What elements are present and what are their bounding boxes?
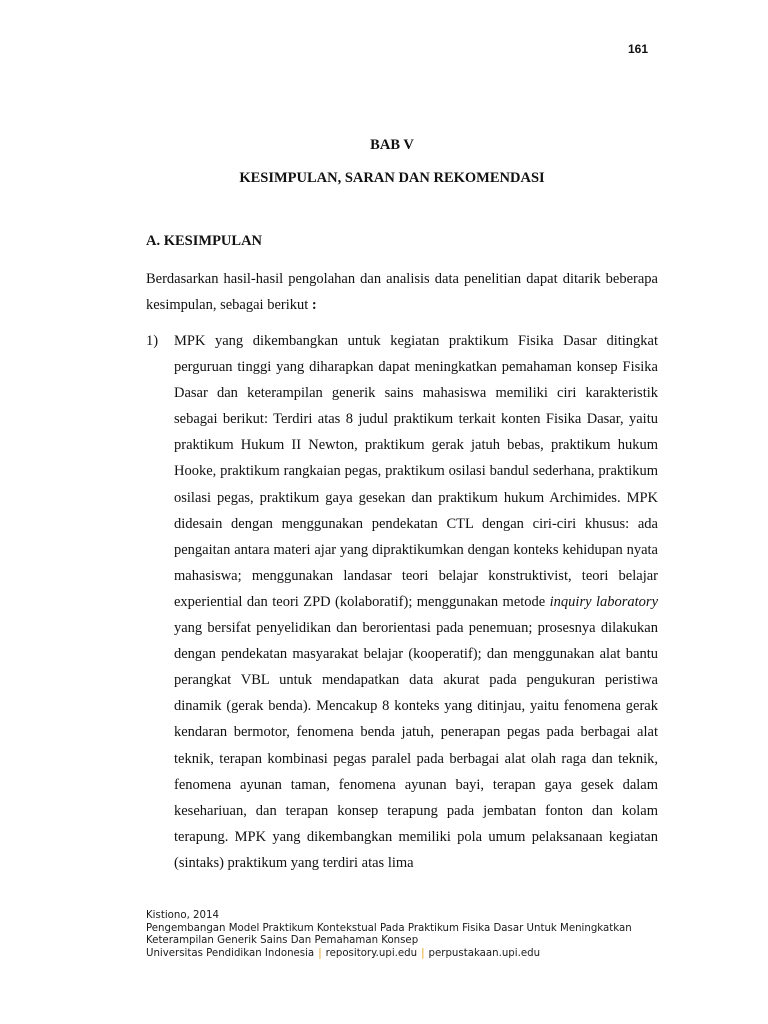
list-item-number: 1) [146,333,159,349]
list-item [146,328,658,876]
footer-institution: Universitas Pendidikan Indonesia [146,947,315,959]
intro-colon: : [308,297,317,314]
footer-links [146,948,746,961]
footer-title-line2: Keterampilan Generik Sains Dan Pemahaman Konsep [146,935,419,946]
chapter-title: KESIMPULAN, SARAN DAN REKOMENDASI [239,170,545,186]
list-text-part-a: MPK yang dikembangkan untuk kegiatan praktikum Fisika Dasar ditingkat perguruan tinggi yang diharapkan dapat meningkatkan pemahaman konsep Fisika Dasar dan keterampilan generik sains mahasiswa memiliki ciri karakteristik sebagai berikut: Terdiri atas 8 judul praktikum terkait konten Fisika Dasar, yaitu praktikum Hukum II Newton, praktikum gerak jatuh bebas, praktikum hukum Hooke, praktikum rangkaian pegas, praktikum osilasi bandul sederhana, praktikum osilasi pegas, praktikum gaya gesekan dan praktikum hukum Archimides. MPK didesain dengan menggunakan pendekatan CTL dengan ciri-ciri khusus: ada pengaitan antara materi ajar yang dipraktikumkan dengan konteks kehidupan nyata mahasiswa; menggunakan landasar teori belajar konstruktivist, teori belajar experiential dan teori ZPD (kolaboratif); menggunakan metode [174,333,658,610]
emphasis-inquiry-laboratory: inquiry laboratory [549,593,658,610]
page-number: 161 [628,42,649,56]
intro-text: Berdasarkan hasil-hasil pengolahan dan analisis data penelitian dapat ditarik beberapa kesimpulan, sebagai berikut [146,271,658,314]
footer-author: Kistiono, 2014 [146,910,219,921]
page-footer [146,910,746,960]
chapter-number: BAB V [370,137,414,153]
footer-repository-link[interactable]: repository.upi.edu [325,947,418,959]
list-item-text [174,328,658,876]
list-text-part-b: yang bersifat penyelidikan dan berorientasi pada penemuan; prosesnya dilakukan dengan pendekatan masyarakat belajar (kooperatif); dan menggunakan alat bantu perangkat VBL untuk mendapatkan data akurat pada pengukuran peristiwa dinamik (gerak benda). Mencakup 8 konteks yang ditinjau, yaitu fenomena gerak kendaran bermotor, fenomena benda jatuh, penerapan pegas pada berbagai alat teknik, terapan kombinasi pegas paralel pada berbagai alat olah raga dan teknik, fenomena ayunan taman, fenomena ayunan bayi, terapan gaya gesek dalam kesehariuan, dan terapan konsep terapung pada jembatan fonton dan kolam terapung. MPK yang dikembangkan memiliki pola umum pelaksanaan kegiatan (sintaks) praktikum yang terdiri atas lima [174,620,658,871]
intro-paragraph [146,266,658,318]
footer-library-link[interactable]: perpustakaan.upi.edu [428,947,541,959]
footer-title-line1: Pengembangan Model Praktikum Kontekstual Pada Praktikum Fisika Dasar Untuk Meningkatkan [146,922,632,934]
footer-separator: | [318,947,322,959]
footer-separator: | [421,947,425,959]
section-heading: A. KESIMPULAN [146,233,263,249]
